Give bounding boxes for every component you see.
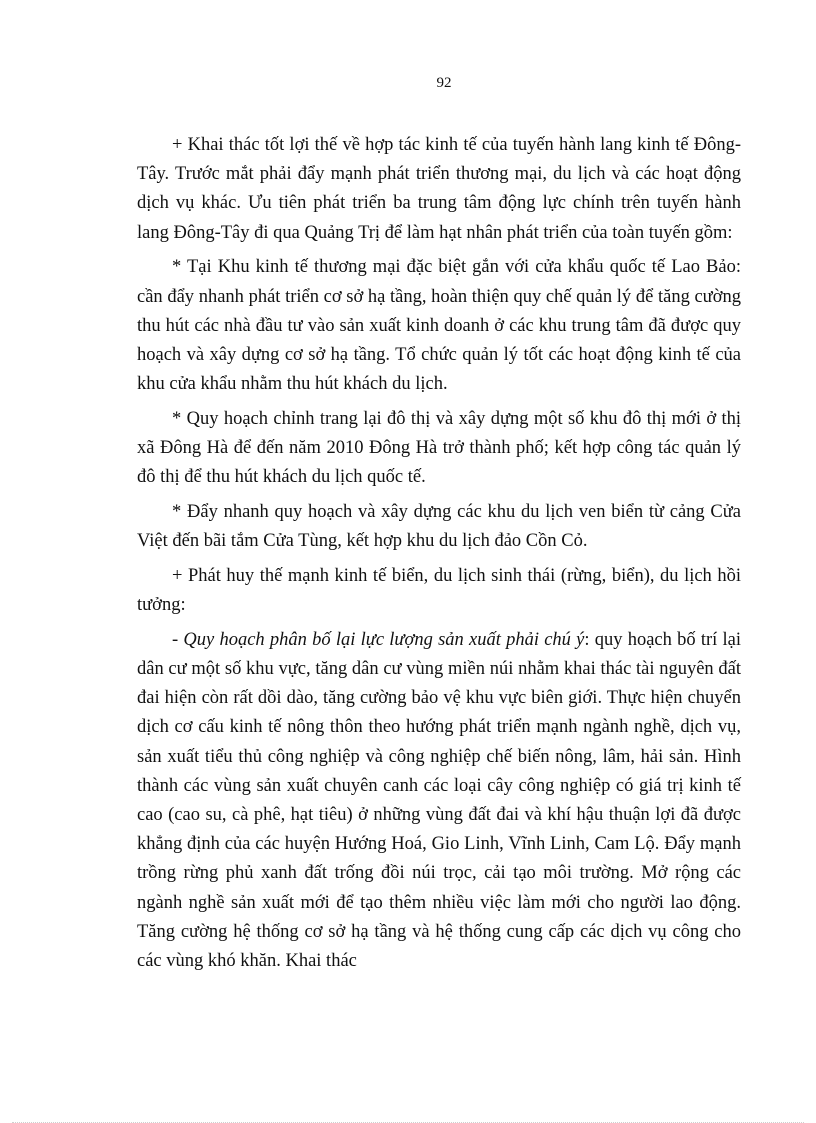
page-number: 92 [436, 75, 452, 91]
paragraph-prefix: - [172, 629, 184, 650]
document-body [137, 131, 741, 982]
paragraph-body-text: : quy hoạch bố trí lại dân cư một số khu vực, tăng dân cư vùng miền núi nhằm khai thác tài nguyên đất đai hiện còn rất dồi dào, tăng cường bảo vệ khu vực biên giới. Thực hiện chuyển dịch cơ cấu kinh tế nông thôn theo hướng phát triển mạnh ngành nghề, dịch vụ, sản xuất tiểu thủ công nghiệp và công nghiệp chế biến nông, lâm, hải sản. Hình thành các vùng sản xuất chuyên canh các loại cây công nghiệp có giá trị kinh tế cao (cao su, cà phê, hạt tiêu) ở những vùng đất đai và khí hậu thuận lợi đã được khẳng định của các huyện Hướng Hoá, Gio Linh, Vĩnh Linh, Cam Lộ. Đẩy mạnh trồng rừng phủ xanh đất trống đồi núi trọc, cải tạo môi trường. Mở rộng các ngành nghề sản xuất mới để tạo thêm nhiều việc làm mới cho người lao động. Tăng cường hệ thống cơ sở hạ tầng và hệ thống cung cấp các dịch vụ công cho các vùng khó khăn. Khai thác [137, 629, 741, 971]
paragraph-production-redistribution [137, 626, 741, 976]
paragraph-lao-bao-economic-zone: * Tại Khu kinh tế thương mại đặc biệt gắn với cửa khẩu quốc tế Lao Bảo: cần đẩy nhanh phát triển cơ sở hạ tầng, hoàn thiện quy chế quản lý để tăng cường thu hút các nhà đầu tư vào sản xuất kinh doanh ở các khu trung tâm đã được quy hoạch và xây dựng cơ sở hạ tầng. Tổ chức quản lý tốt các hoạt động kinh tế của khu cửa khẩu nhằm thu hút khách du lịch. [137, 257, 741, 395]
italic-lead-phrase: Quy hoạch phân bố lại lực lượng sản xuất phải chú ý [183, 629, 585, 650]
paragraph-east-west-corridor: + Khai thác tốt lợi thế về hợp tác kinh tế của tuyến hành lang kinh tế Đông-Tây. Trước mắt phải đẩy mạnh phát triển thương mại, du lịch và các hoạt động dịch vụ khác. Ưu tiên phát triển ba trung tâm động lực chính trên tuyến hành lang Đông-Tây đi qua Quảng Trị để làm hạt nhân phát triển của toàn tuyến gồm: [137, 135, 741, 243]
paragraph-coastal-tourism: * Đẩy nhanh quy hoạch và xây dựng các khu du lịch ven biển từ cảng Cửa Việt đến bãi tắm Cửa Tùng, kết hợp khu du lịch đảo Cồn Cỏ. [137, 501, 741, 552]
paragraph-marine-economy: + Phát huy thế mạnh kinh tế biển, du lịch sinh thái (rừng, biển), du lịch hồi tưởng: [137, 565, 741, 616]
paragraph-dong-ha-urban-planning: * Quy hoạch chỉnh trang lại đô thị và xây dựng một số khu đô thị mới ở thị xã Đông Hà để đến năm 2010 Đông Hà trở thành phố; kết hợp công tác quản lý đô thị để thu hút khách du lịch quốc tế. [137, 408, 741, 488]
